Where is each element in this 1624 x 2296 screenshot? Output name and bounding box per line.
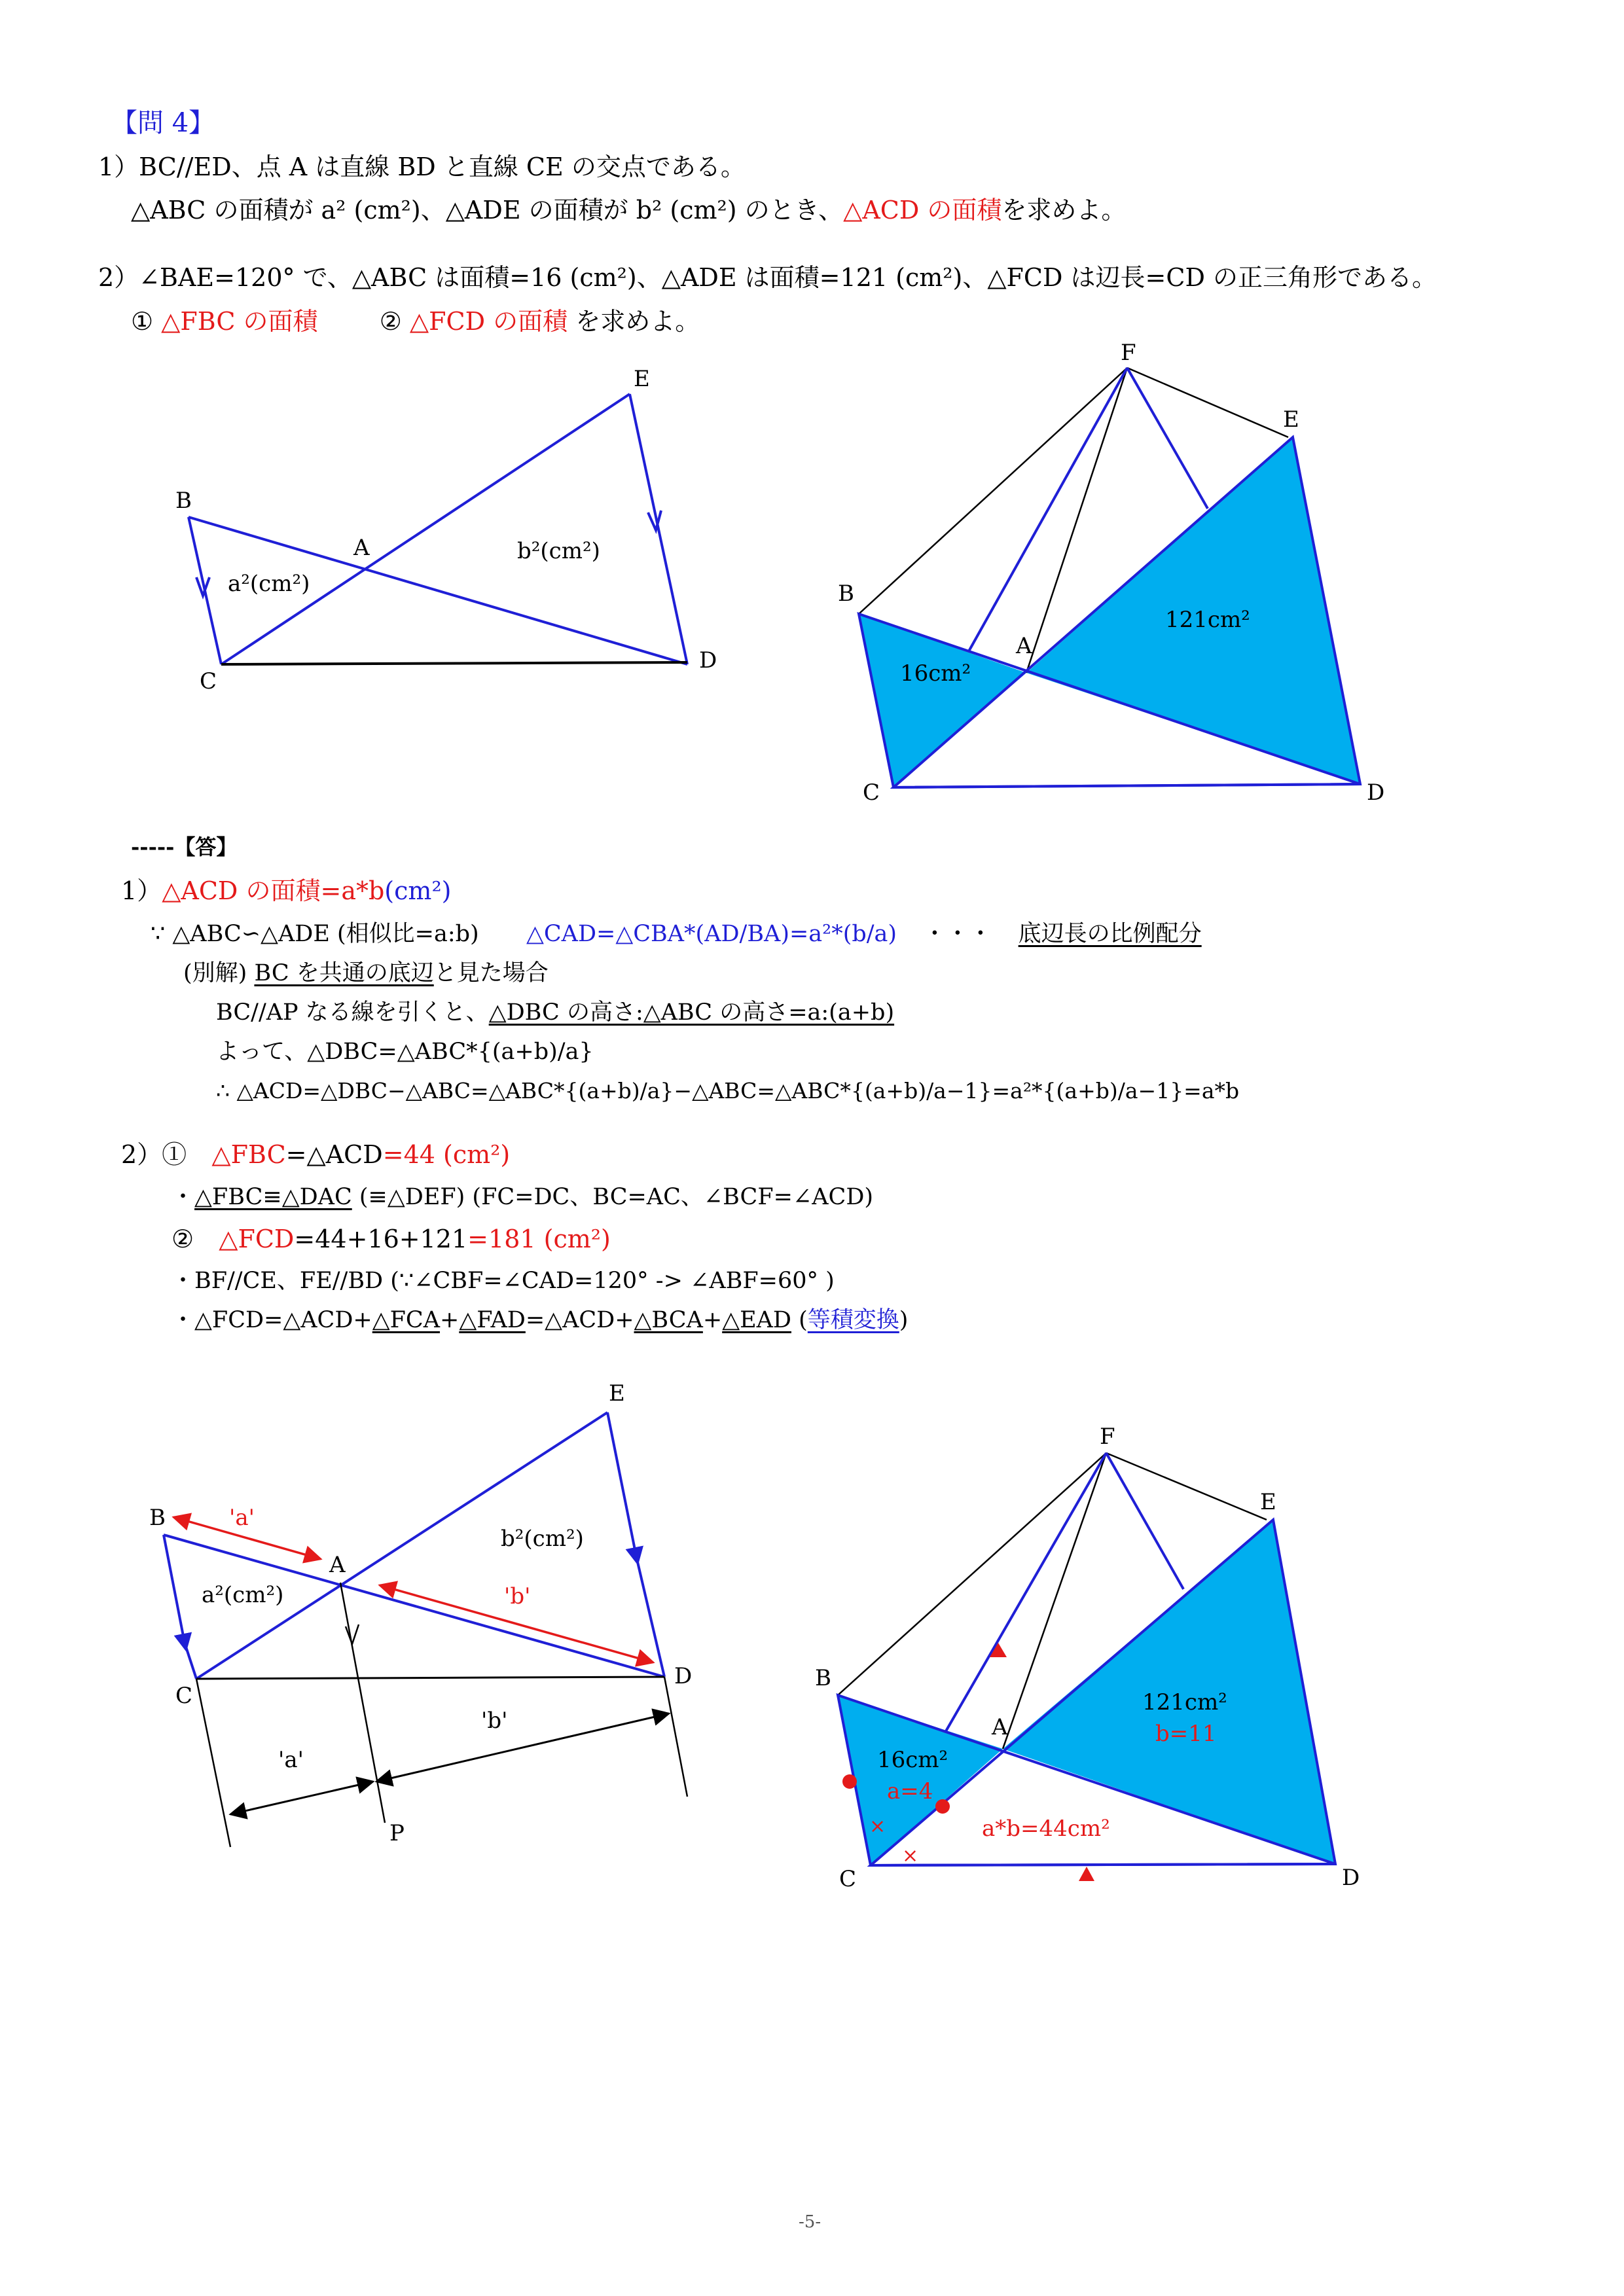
- fig3-label-a: 'a': [278, 1747, 304, 1773]
- fig2-label-D: D: [1367, 780, 1385, 806]
- fig1-area-large: b²(cm²): [517, 538, 600, 564]
- fig4-mark-cross-1: ×: [869, 1815, 886, 1838]
- fig2-label-A: A: [1016, 633, 1032, 659]
- fig3-label-D: D: [674, 1663, 693, 1689]
- fig4-a-value: a=4: [887, 1778, 933, 1804]
- answer-1-line-1: ∵ △ABC∽△ADE (相似比=a:b) △CAD=△CBA*(AD/BA)=a²*(b/a) ・・・ 底辺長の比例配分: [151, 921, 1202, 947]
- fig4-area-large: 121cm²: [1142, 1689, 1227, 1715]
- figure-4-solution: [815, 1424, 1360, 1892]
- fig1-line-CD: [221, 662, 687, 664]
- fig1-label-E: E: [634, 366, 650, 392]
- fig1-area-small: a²(cm²): [228, 571, 310, 597]
- fig3-label-A: A: [329, 1552, 346, 1578]
- fig3-parallel-mark-AP: [346, 1624, 359, 1644]
- figure-3-construction: [149, 1380, 692, 1847]
- fig3-area-large: b²(cm²): [501, 1526, 584, 1552]
- fig4-label-E: E: [1260, 1489, 1276, 1515]
- fig4-area-small: 16cm²: [877, 1747, 948, 1773]
- answer-1-line-4: よって、△DBC=△ABC*{(a+b)/a}: [216, 1039, 594, 1065]
- answer-2-line-4: ・BF//CE、FE//BD (∵∠CBF=∠CAD=120° -> ∠ABF=60° ): [171, 1268, 835, 1294]
- fig1-label-D: D: [699, 647, 717, 673]
- fig4-label-F: F: [1100, 1424, 1115, 1450]
- answer-1-line-5: ∴ △ACD=△DBC−△ABC=△ABC*{(a+b)/a}−△ABC=△ABC*{(a+b)/a−1}=a²*{(a+b)/a−1}=a*b: [216, 1078, 1240, 1103]
- fig2-area-small: 16cm²: [900, 660, 971, 687]
- fig1-line-CE: [221, 394, 630, 664]
- fig2-triangle-ABC: [859, 614, 1026, 787]
- fig2-area-large: 121cm²: [1165, 607, 1250, 633]
- figure-1-bowtie: [175, 366, 717, 694]
- fig3-label-B: B: [149, 1505, 166, 1531]
- answer-2-line-5: ・△FCD=△ACD+△FCA+△FAD=△ACD+△BCA+△EAD (等積変換): [171, 1307, 909, 1333]
- fig2-label-E: E: [1283, 406, 1299, 433]
- fig3-red-label-a: 'a': [229, 1505, 255, 1531]
- fig3-label-C: C: [175, 1683, 193, 1709]
- fig3-label-E: E: [609, 1380, 625, 1407]
- fig4-line-FB: [838, 1453, 1106, 1695]
- fig3-red-label-b: 'b': [504, 1583, 531, 1609]
- answer-2-line-3: ② △FCD=44+16+121=181 (cm²): [171, 1225, 611, 1253]
- answer-1-heading: 1）△ACD の面積=a*b(cm²): [121, 876, 452, 905]
- answer-2-line-2: ・△FBC≡△DAC (≡△DEF) (FC=DC、BC=AC、∠BCF=∠ACD): [171, 1184, 874, 1210]
- question-2-line-1: 2）∠BAE=120° で、△ABC は面積=16 (cm²)、△ADE は面積=121 (cm²)、△FCD は辺長=CD の正三角形である。: [98, 263, 1437, 292]
- problem-heading: 【問 4】: [111, 108, 215, 138]
- fig3-line-BC: [164, 1535, 185, 1643]
- answer-1-line-2: (別解) BC を共通の底辺と見た場合: [183, 960, 549, 986]
- figure-2-equilateral: [838, 340, 1384, 806]
- question-2-items: ① △FBC の面積 ② △FCD の面積 を求めよ。: [131, 307, 700, 336]
- fig3-line-CD: [196, 1677, 664, 1679]
- fig4-b-value: b=11: [1155, 1721, 1217, 1747]
- fig2-label-C: C: [863, 780, 880, 806]
- fig4-label-C: C: [839, 1866, 857, 1892]
- fig4-label-D: D: [1342, 1865, 1360, 1891]
- fig2-label-B: B: [838, 581, 854, 607]
- fig4-mark-dot-CA: [935, 1799, 950, 1814]
- fig4-mark-dot-BC: [842, 1774, 857, 1789]
- fig2-line-FE: [1127, 368, 1288, 437]
- fig4-label-A: A: [992, 1714, 1008, 1740]
- fig4-label-B: B: [815, 1665, 831, 1691]
- fig3-ext-C: [196, 1679, 230, 1847]
- question-1-line-1: 1）BC//ED、点 A は直線 BD と直線 CE の交点である。: [98, 152, 746, 181]
- answer-1-line-3: BC//AP なる線を引くと、△DBC の高さ:△ABC の高さ=a:(a+b): [216, 999, 895, 1026]
- fig3-label-P: P: [389, 1820, 405, 1846]
- fig1-label-A: A: [353, 535, 370, 561]
- page-number: -5-: [799, 2212, 821, 2232]
- answer-header: -----【答】: [131, 834, 238, 859]
- fig3-label-b: 'b': [481, 1708, 508, 1734]
- fig2-line-F-AE: [1127, 368, 1208, 509]
- fig4-line-F-AE: [1106, 1453, 1183, 1589]
- fig1-line-ED: [630, 394, 687, 664]
- fig1-label-B: B: [175, 488, 192, 514]
- fig3-line-ED: [607, 1412, 636, 1556]
- question-1-line-2: △ABC の面積が a² (cm²)、△ADE の面積が b² (cm²) のとき、△ACD の面積を求めよ。: [131, 196, 1127, 224]
- fig4-mark-cross-2: ×: [902, 1844, 919, 1867]
- fig4-mark-triangle-CD: [1079, 1867, 1094, 1881]
- fig4-line-FE: [1106, 1453, 1267, 1520]
- fig1-label-C: C: [200, 668, 217, 694]
- fig3-ext-D: [664, 1677, 687, 1797]
- answer-2-heading: 2）① △FBC=△ACD=44 (cm²): [121, 1140, 511, 1169]
- fig3-segment-a: [230, 1782, 373, 1814]
- fig4-product: a*b=44cm²: [982, 1816, 1110, 1842]
- fig3-area-small: a²(cm²): [202, 1582, 284, 1608]
- fig2-label-F: F: [1121, 340, 1136, 366]
- fig3-segment-b: [376, 1713, 669, 1782]
